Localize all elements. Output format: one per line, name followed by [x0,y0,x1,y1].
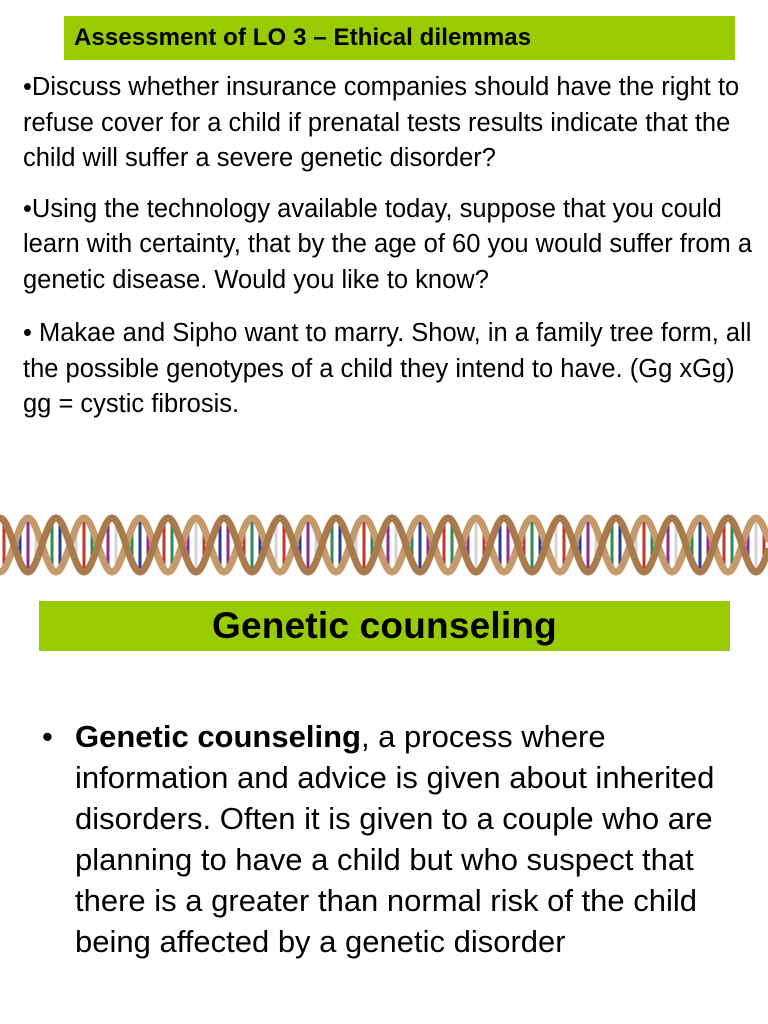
question-list [23,70,758,423]
section-title: Genetic counseling [212,605,557,646]
definition-text [75,716,742,962]
question-item: • Makae and Sipho want to marry. Show, in a family tree form, all the possible genotypes of a child they intend to have. (Gg xGg) gg = cystic fibrosis. [23,319,752,418]
definition-bullet [42,716,742,962]
dna-helix-icon [0,507,768,583]
definition-term: Genetic counseling [75,719,361,754]
question-item: •Using the technology available today, suppose that you could learn with certainty, that by the age of 60 you would suffer from a genetic disease. Would you like to know? [23,194,753,294]
question-item: •Discuss whether insurance companies should have the right to refuse cover for a child if prenatal tests results indicate that the child will suffer a severe genetic disorder? [23,73,740,172]
assessment-banner [64,16,735,60]
bullet-marker: • [42,719,53,754]
section-banner [39,601,730,651]
assessment-title: Assessment of LO 3 – Ethical dilemmas [74,24,532,51]
definition-body: , a process where information and advice is given about inherited disorders. Often it is given to a couple who are planning to have a child but who suspect that there is a greater than normal risk of the child being affected by a genetic disorder [75,719,715,959]
